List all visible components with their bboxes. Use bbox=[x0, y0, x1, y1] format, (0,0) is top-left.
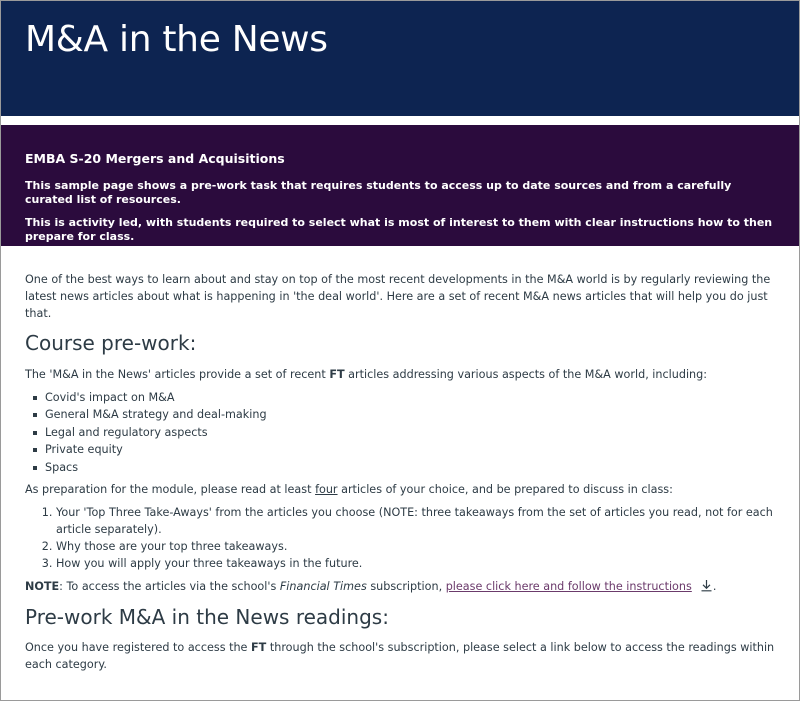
note-text: : To access the articles via the school's bbox=[59, 580, 280, 594]
ft-abbrev-2: FT bbox=[251, 641, 267, 655]
course-intro-text: The 'M&A in the News' articles provide a set of recent bbox=[25, 368, 330, 381]
note-label: NOTE bbox=[25, 580, 60, 594]
list-item: Spacs bbox=[45, 459, 775, 476]
course-banner bbox=[1, 125, 799, 246]
steps-list bbox=[25, 504, 775, 572]
note-text-mid: subscription, bbox=[366, 580, 446, 594]
list-item: 2. Why those are your top three takeaways. bbox=[56, 538, 775, 555]
intro-paragraph: One of the best ways to learn about and stay on top of the most recent developments in the M&A world is by regularly reviewing the latest news articles about what is happening in 'the deal world'. Here are a set of recent M&A news articles that will help you do just that. bbox=[25, 273, 771, 320]
prep-text-end: articles of your choice, and be prepared to discuss in class: bbox=[337, 483, 673, 497]
preparation-paragraph bbox=[25, 481, 775, 498]
financial-times-name: Financial Times bbox=[279, 580, 367, 594]
list-item: Legal and regulatory aspects bbox=[45, 424, 775, 441]
list-item: 1. Your 'Top Three Take-Aways' from the articles you choose (NOTE: three takeaways from the set of articles you read, not for each article separately). bbox=[56, 504, 775, 538]
download-icon[interactable] bbox=[700, 579, 713, 592]
list-item: Covid's impact on M&A bbox=[45, 389, 775, 406]
prep-text: As preparation for the module, please read at least bbox=[25, 483, 316, 497]
note-paragraph bbox=[25, 578, 775, 595]
main-content bbox=[1, 246, 799, 673]
banner-heading: EMBA S-20 Mergers and Acquisitions bbox=[25, 151, 285, 166]
readings-text-end: through the school's subscription, please select a link below to access the readings within each category. bbox=[25, 641, 775, 672]
four-emphasis: four bbox=[315, 483, 338, 497]
header-spacer bbox=[1, 116, 799, 125]
course-intro-paragraph bbox=[25, 366, 775, 383]
readings-text: Once you have registered to access the bbox=[25, 641, 252, 655]
list-item: General M&A strategy and deal-making bbox=[45, 406, 775, 423]
instructions-link[interactable]: please click here and follow the instructions bbox=[445, 580, 692, 594]
page-header bbox=[1, 1, 799, 116]
banner-line-2: This is activity led, with students required to select what is most of interest to them with clear instructions how to then prepare for class. bbox=[25, 216, 773, 243]
page-title: M&A in the News bbox=[25, 19, 328, 60]
readings-paragraph bbox=[25, 639, 775, 673]
banner-line-1: This sample page shows a pre-work task that requires students to access up to date sources and from a carefully curated list of resources. bbox=[25, 179, 732, 206]
readings-heading: Pre-work M&A in the News readings: bbox=[25, 605, 389, 630]
course-intro-text-end: articles addressing various aspects of the M&A world, including: bbox=[344, 368, 708, 381]
note-end: . bbox=[712, 580, 717, 594]
ft-abbrev: FT bbox=[329, 368, 345, 381]
topics-list bbox=[25, 389, 775, 476]
course-prework-heading: Course pre-work: bbox=[25, 331, 197, 355]
list-item: Private equity bbox=[45, 441, 775, 458]
list-item: 3. How you will apply your three takeaways in the future. bbox=[56, 555, 775, 572]
